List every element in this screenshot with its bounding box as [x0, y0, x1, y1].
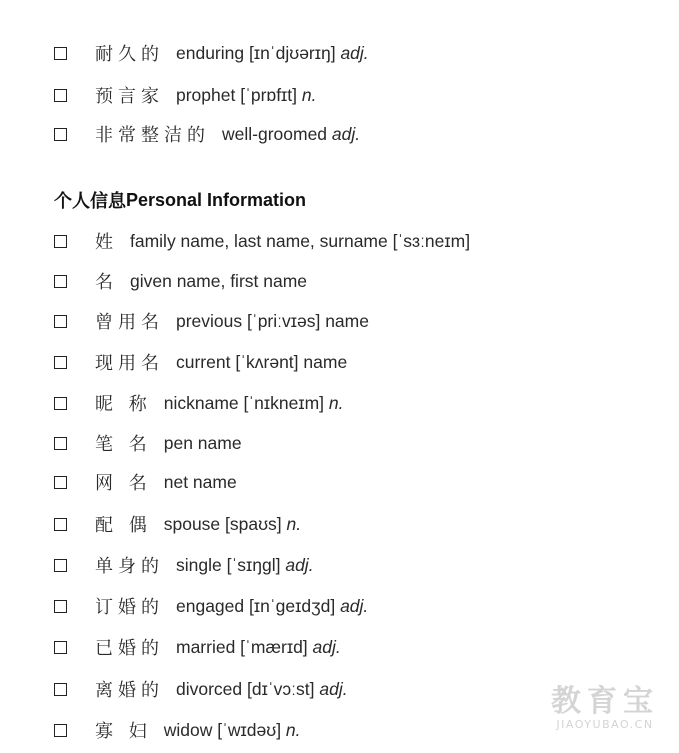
- checkbox[interactable]: [54, 683, 67, 696]
- watermark: [551, 676, 659, 731]
- english-term: [176, 85, 317, 106]
- chinese-term: 昵 称: [95, 394, 152, 415]
- english-term: [130, 231, 470, 252]
- section-heading: [54, 185, 306, 215]
- english-term: [164, 720, 301, 741]
- english-text: enduring [ɪnˈdjʊərɪŋ]: [176, 42, 341, 63]
- checkbox[interactable]: [54, 518, 67, 531]
- chinese-term: 寡 妇: [95, 721, 152, 742]
- chinese-term: 离婚的: [95, 680, 164, 701]
- english-text: widow [ˈwɪdəʊ]: [163, 719, 286, 740]
- part-of-speech: adj.: [340, 595, 369, 616]
- chinese-term: 订婚的: [95, 597, 164, 618]
- chinese-term: 姓: [95, 232, 118, 253]
- checkbox[interactable]: [54, 724, 67, 737]
- chinese-term: 已婚的: [95, 638, 164, 659]
- vocab-item: [54, 715, 301, 745]
- vocab-item: [54, 388, 344, 418]
- vocab-item: [54, 632, 341, 662]
- english-text: net name: [163, 471, 237, 492]
- english-text: previous [ˈpriːvɪəs] name: [176, 310, 369, 331]
- part-of-speech: adj.: [331, 123, 361, 144]
- english-term: [130, 271, 307, 292]
- chinese-term: 耐久的: [95, 44, 164, 65]
- checkbox[interactable]: [54, 476, 67, 489]
- english-term: [176, 637, 341, 658]
- english-term: [176, 596, 368, 617]
- vocab-item: [54, 347, 347, 377]
- vocab-item: [54, 38, 369, 68]
- vocab-item: [54, 509, 301, 539]
- section-heading-en: Personal Information: [126, 189, 307, 210]
- section-heading-zh: 个人信息: [54, 191, 126, 212]
- chinese-term: 网 名: [95, 473, 152, 494]
- vocab-item: [54, 306, 369, 336]
- part-of-speech: n.: [328, 392, 344, 413]
- english-term: [176, 352, 347, 373]
- vocab-item: [54, 591, 368, 621]
- checkbox[interactable]: [54, 397, 67, 410]
- chinese-term: 单身的: [95, 556, 164, 577]
- chinese-term: 现用名: [95, 353, 164, 374]
- vocab-item: [54, 80, 317, 110]
- checkbox[interactable]: [54, 315, 67, 328]
- chinese-term: 预言家: [95, 86, 164, 107]
- vocab-item: [54, 428, 242, 458]
- checkbox[interactable]: [54, 275, 67, 288]
- english-term: [164, 514, 301, 535]
- english-text: given name, first name: [130, 270, 308, 291]
- part-of-speech: adj.: [340, 42, 369, 63]
- part-of-speech: n.: [301, 84, 317, 105]
- english-text: current [ˈkʌrənt] name: [176, 351, 348, 372]
- checkbox[interactable]: [54, 559, 67, 572]
- vocab-item: [54, 266, 307, 296]
- checkbox[interactable]: [54, 356, 67, 369]
- english-text: divorced [dɪˈvɔːst]: [176, 678, 320, 699]
- part-of-speech: adj.: [285, 554, 314, 575]
- english-term: [222, 124, 360, 145]
- english-term: [176, 311, 369, 332]
- checkbox[interactable]: [54, 641, 67, 654]
- vocab-item: [54, 119, 360, 149]
- watermark-url: JIAOYUBAO.CN: [556, 718, 654, 731]
- chinese-term: 配 偶: [95, 515, 152, 536]
- part-of-speech: adj.: [319, 678, 348, 699]
- english-term: [176, 43, 369, 64]
- english-text: spouse [spaʊs]: [163, 513, 287, 534]
- part-of-speech: adj.: [312, 636, 341, 657]
- english-term: [176, 555, 314, 576]
- checkbox[interactable]: [54, 89, 67, 102]
- chinese-term: 曾用名: [95, 312, 164, 333]
- vocab-item: [54, 467, 237, 497]
- english-text: single [ˈsɪŋgl]: [176, 554, 286, 575]
- checkbox[interactable]: [54, 437, 67, 450]
- english-text: nickname [ˈnɪkneɪm]: [163, 392, 329, 413]
- checkbox[interactable]: [54, 128, 67, 141]
- english-term: [164, 472, 237, 493]
- vocab-item: [54, 226, 470, 256]
- english-term: [164, 433, 242, 454]
- chinese-term: 名: [95, 272, 118, 293]
- chinese-term: 非常整洁的: [95, 125, 210, 146]
- english-text: engaged [ɪnˈgeɪdʒd]: [176, 595, 341, 616]
- english-text: family name, last name, surname [ˈsɜːneɪm]: [130, 230, 471, 251]
- english-term: [176, 679, 348, 700]
- vocab-item: [54, 674, 348, 704]
- english-text: married [ˈmærɪd]: [176, 636, 313, 657]
- part-of-speech: n.: [285, 719, 301, 740]
- checkbox[interactable]: [54, 47, 67, 60]
- chinese-term: 笔 名: [95, 434, 152, 455]
- watermark-logo: 教育宝: [551, 684, 659, 719]
- english-text: prophet [ˈprɒfɪt]: [176, 84, 302, 105]
- english-term: [164, 393, 344, 414]
- checkbox[interactable]: [54, 600, 67, 613]
- english-text: pen name: [163, 432, 242, 453]
- part-of-speech: n.: [286, 513, 302, 534]
- english-text: well-groomed: [222, 123, 332, 144]
- vocab-item: [54, 550, 314, 580]
- checkbox[interactable]: [54, 235, 67, 248]
